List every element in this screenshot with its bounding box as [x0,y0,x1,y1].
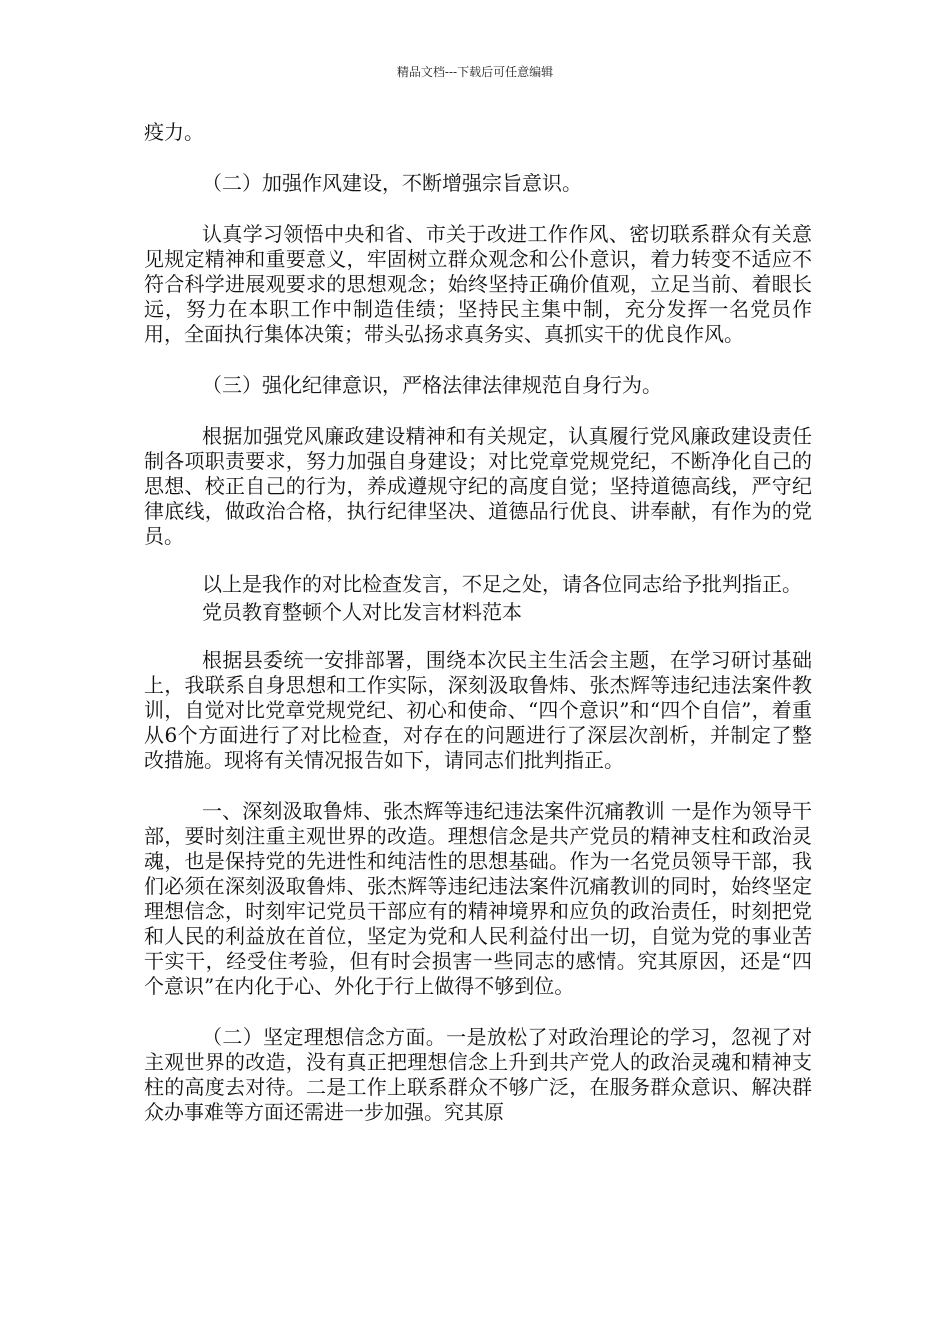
document-title: 党员教育整顿个人对比发言材料范本 [202,600,522,624]
page-header: 精品文档---下载后可任意编辑 [396,65,554,79]
paragraph-discipline: 根据加强党风廉政建设精神和有关规定，认真履行党风廉政建设责任制各项职责要求，努力加强自身建设；对比党章党规党纪，不断净化自己的思想、校正自己的行为，养成遵规守纪的高度自觉；坚持道德高线，严守纪律底线，做政治合格，执行纪律坚决、道德品行优良、讲奉献，有作为的党员。 [144,424,812,548]
paragraph-continuation: 疫力。 [144,120,204,144]
section-heading-work-style: （二）加强作风建设，不断增强宗旨意识。 [202,171,582,195]
paragraph-closing: 以上是我作的对比检查发言，不足之处，请各位同志给予批判指正。 [202,572,802,596]
section-lessons: 一、深刻汲取鲁炜、张杰辉等违纪违法案件沉痛教训 一是作为领导干部，要时刻注重主观世界的改造。理想信念是共产党员的精神支柱和政治灵魂，也是保持党的先进性和纯洁性的思想基础。作为一名党员领导干部，我们必须在深刻汲取鲁炜、张杰辉等违纪违法案件沉痛教训的同时，始终坚定理想信念，时刻牢记党员干部应有的精神境界和应负的政治责任，时刻把党和人民的利益放在首位，坚定为党和人民利益付出一切，自觉为党的事业苦干实干，经受住考验，但有时会损害一些同志的感情。究其原因，还是“四个意识”在内化于心、外化于行上做得不够到位。 [144,799,812,998]
section-heading-discipline: （三）强化纪律意识，严格法律法律规范自身行为。 [202,373,662,397]
document-body [144,120,812,1125]
paragraph-intro: 根据县委统一安排部署，围绕本次民主生活会主题，在学习研讨基础上，我联系自身思想和工作实际，深刻汲取鲁炜、张杰辉等违纪违法案件教训，自觉对比党章党规党纪、初心和使命、“四个意识”和“四个自信”，着重从6个方面进行了对比检查，对存在的问题进行了深层次剖析，并制定了整改措施。现将有关情况报告如下，请同志们批判指正。 [144,648,812,772]
paragraph-work-style: 认真学习领悟中央和省、市关于改进工作作风、密切联系群众有关意见规定精神和重要意义，牢固树立群众观念和公仆意识，着力转变不适应不符合科学进展观要求的思想观念；始终坚持正确价值观，立足当前、着眼长远，努力在本职工作中制造佳绩；坚持民主集中制，充分发挥一名党员作用，全面执行集体决策；带头弘扬求真务实、真抓实干的优良作风。 [144,222,812,346]
section-ideals: （二）坚定理想信念方面。一是放松了对政治理论的学习，忽视了对主观世界的改造，没有真正把理想信念上升到共产党人的政治灵魂和精神支柱的高度去对待。二是工作上联系群众不够广泛，在服务群众意识、解决群众办事难等方面还需进一步加强。究其原 [144,1025,812,1124]
